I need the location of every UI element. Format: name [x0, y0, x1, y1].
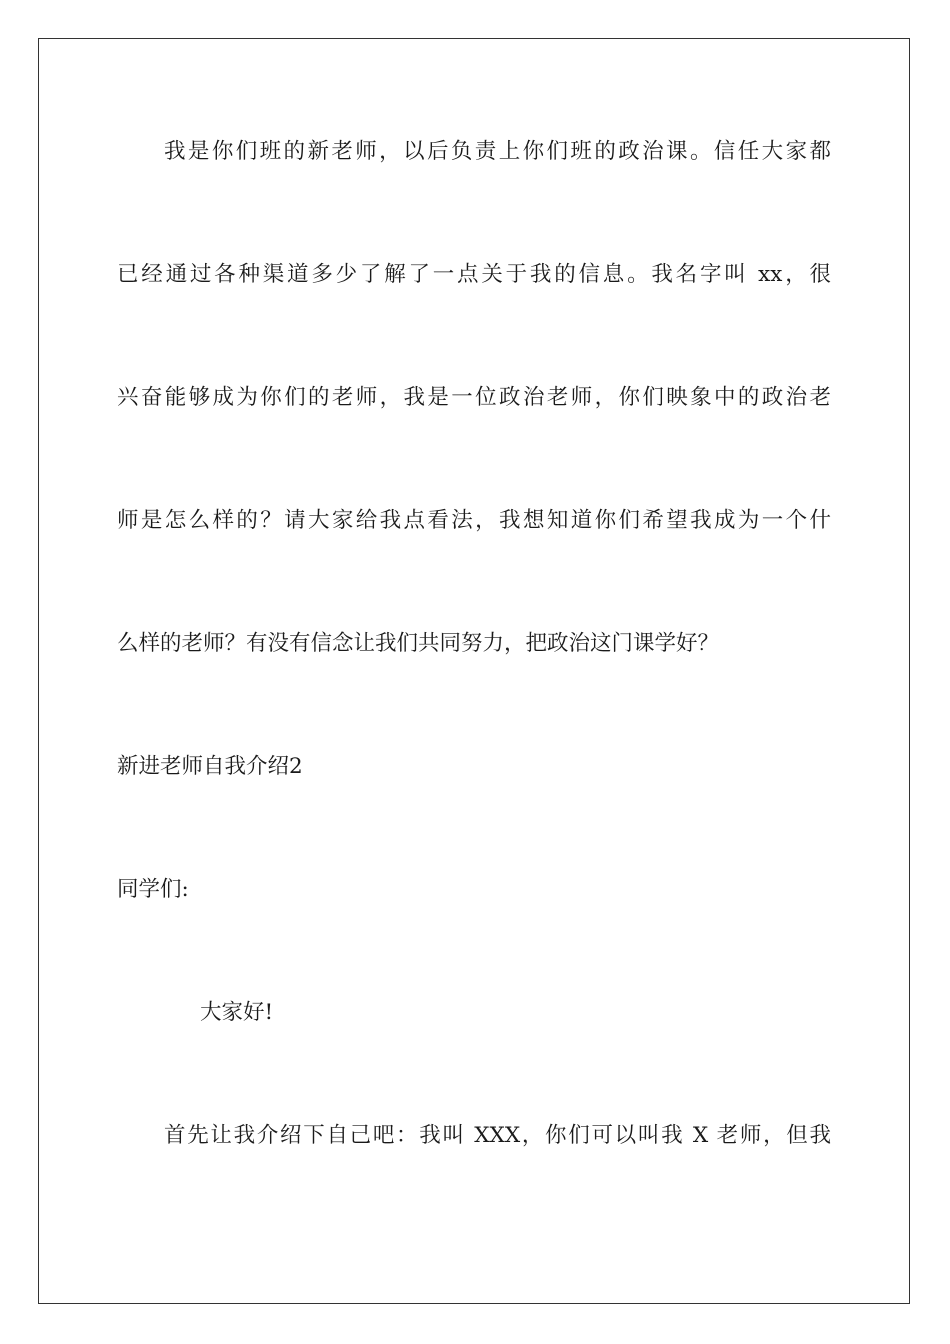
greeting: 大家好! [200, 1000, 274, 1025]
section-heading: 新进老师自我介绍2 [117, 754, 303, 779]
paragraph-1-line-1: 我是你们班的新老师，以后负责上你们班的政治课。信任大家都 [164, 139, 831, 164]
salutation: 同学们: [117, 877, 189, 902]
paragraph-1-line-2: 已经通过各种渠道多少了解了一点关于我的信息。我名字叫 xx，很 [117, 262, 831, 287]
paragraph-1-line-3: 兴奋能够成为你们的老师，我是一位政治老师，你们映象中的政治老 [117, 385, 831, 410]
paragraph-1-line-5: 么样的老师？有没有信念让我们共同努力，把政治这门课学好？ [117, 631, 720, 656]
page-border [38, 38, 910, 1304]
paragraph-2-line-1: 首先让我介绍下自己吧：我叫 XXX，你们可以叫我 X 老师，但我 [164, 1123, 831, 1148]
paragraph-1-line-4: 师是怎么样的？请大家给我点看法，我想知道你们希望我成为一个什 [117, 508, 831, 533]
